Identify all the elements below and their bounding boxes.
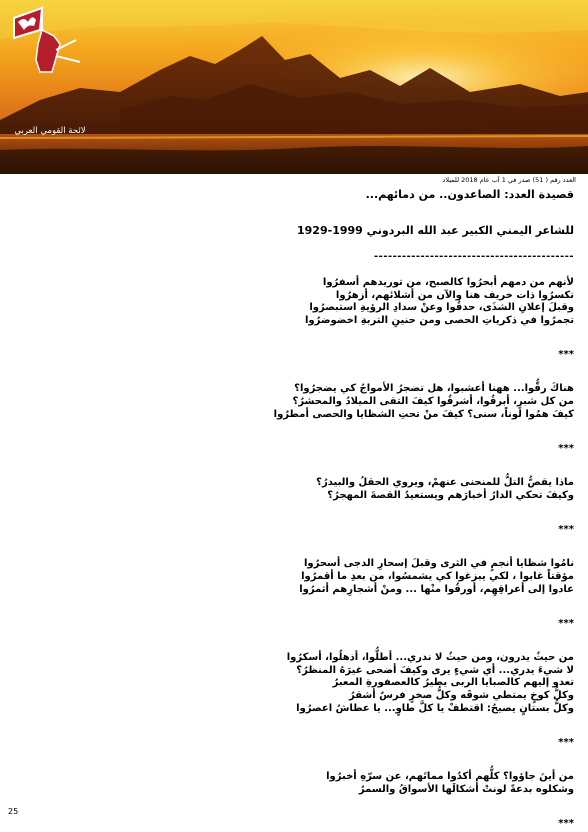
verse-line: لأنهم من دمهم أبحرُوا كالصبح، من توريدهم أسفرُوا [322, 277, 574, 288]
issue-info: العدد رقم ( 51) صدر في 1 آب عام 2018 للميلاد [442, 176, 576, 184]
stanza [74, 652, 574, 715]
verse-line: من حيثُ يدرون، ومن حيثُ لا ندري... أطلُّوا، أذهلُوا، أسكرُوا [286, 652, 574, 664]
verse-line: وكيفَ تحكي الدارُ أخبارَهم ويستعيدُ القصةَ المهجرُ؟ [327, 489, 574, 501]
verse-line: ماذا يقصُّ التلُّ للمنحنى عنهمْ، ويروي الحقلُ والبيدرُ؟ [316, 477, 574, 489]
verse-line: تجمرُوا في ذكرياتِ الحصى ومن حنينِ التربةِ اخضوضرُوا [304, 314, 574, 326]
poem-title: قصيدة العدد: الصاعدون.. من دمائهم... [365, 188, 574, 201]
page-number: 25 [8, 807, 19, 816]
verse-line: وكلُّ كوخٍ يمتطي شوقَه وكلُّ صخرٍ فرسٌ أشقرُ [348, 689, 574, 701]
verse-line: عادوا إلى أعراقِهِم، أورقُوا منْها ... ومنْ أشجارِهم أثمرُوا [299, 583, 574, 595]
stanza-separator: *** [558, 349, 574, 361]
divider-line: ------------------------------------------- [374, 251, 574, 262]
stanza-separator: *** [558, 524, 574, 536]
header-banner [0, 0, 588, 174]
verse-line: وقبلَ إعلانِ الشذَى، حدقُوا وعنْ سدادِ الرؤيةِ استبصرُوا [309, 302, 574, 314]
verse-line: وشكلوه بدعةً لونتْ أشكالَها الأسواقُ والسمرُ [358, 783, 574, 795]
verse-line: نامُوا شظايا أنجمٍ في الثرى وقبلَ إسحارِ الدجى أسحرُوا [303, 558, 574, 570]
verse-line: من أينَ جاؤوا؟ كلُّهم أكدُوا مماتَهم، عن سرّهِ أخبرُوا [326, 771, 574, 783]
poem-author: للشاعر اليمني الكبير عبد الله البردوني 1999-1929 [296, 224, 574, 237]
stanza-separator: *** [558, 443, 574, 455]
stanza [74, 477, 574, 502]
stanza [74, 771, 574, 796]
stanza [74, 383, 574, 421]
verse-line: وكلُّ بستانٍ يصيحُ: اقتطفْ يا كلَّ طاوٍ... يا عطاشُ اعصرُوا [296, 702, 574, 714]
verse-line: مؤقتاً غابوا ، لكي يبزغوا كي يشمسُوا، من بعدِ ما أقمرُوا [301, 570, 574, 582]
stanza [74, 277, 574, 327]
poem-content [74, 188, 574, 830]
verse-line: لا شيءَ يدري... أي شيءٍ يرى وكيفَ أضحى غيرَهُ المنظرُ؟ [296, 664, 574, 676]
stanza [74, 558, 574, 596]
flag-fist-icon [0, 0, 96, 92]
verse-line: هناكَ رقُّوا... ههنا أعشبوا، هل تضجرُ الأمواجُ كي يضجرُوا؟ [294, 383, 574, 395]
logo-caption: لائحة القومي العربي [14, 126, 86, 136]
verse-line: تعدو إليهم كالصبايا الربى يطيرُ كالعصفورةِ المعبرُ [332, 677, 574, 689]
stanza-separator: *** [558, 618, 574, 630]
verse-line: تكسرُوا ذات خريف هنا والآن من أشلائهم، أزهرُوا [335, 289, 574, 301]
stanza-separator: *** [558, 818, 574, 830]
verse-line: كيفَ همُوا لوناً، سنى؟ كيفَ منْ تحتِ الشظايا والحصى أمطرُوا [273, 408, 574, 420]
verse-line: من كل شبرٍ، أبرقُوا، أشرقُوا كيفَ التقى الميلادُ والمحشرُ؟ [292, 395, 574, 407]
stanza-separator: *** [558, 737, 574, 749]
